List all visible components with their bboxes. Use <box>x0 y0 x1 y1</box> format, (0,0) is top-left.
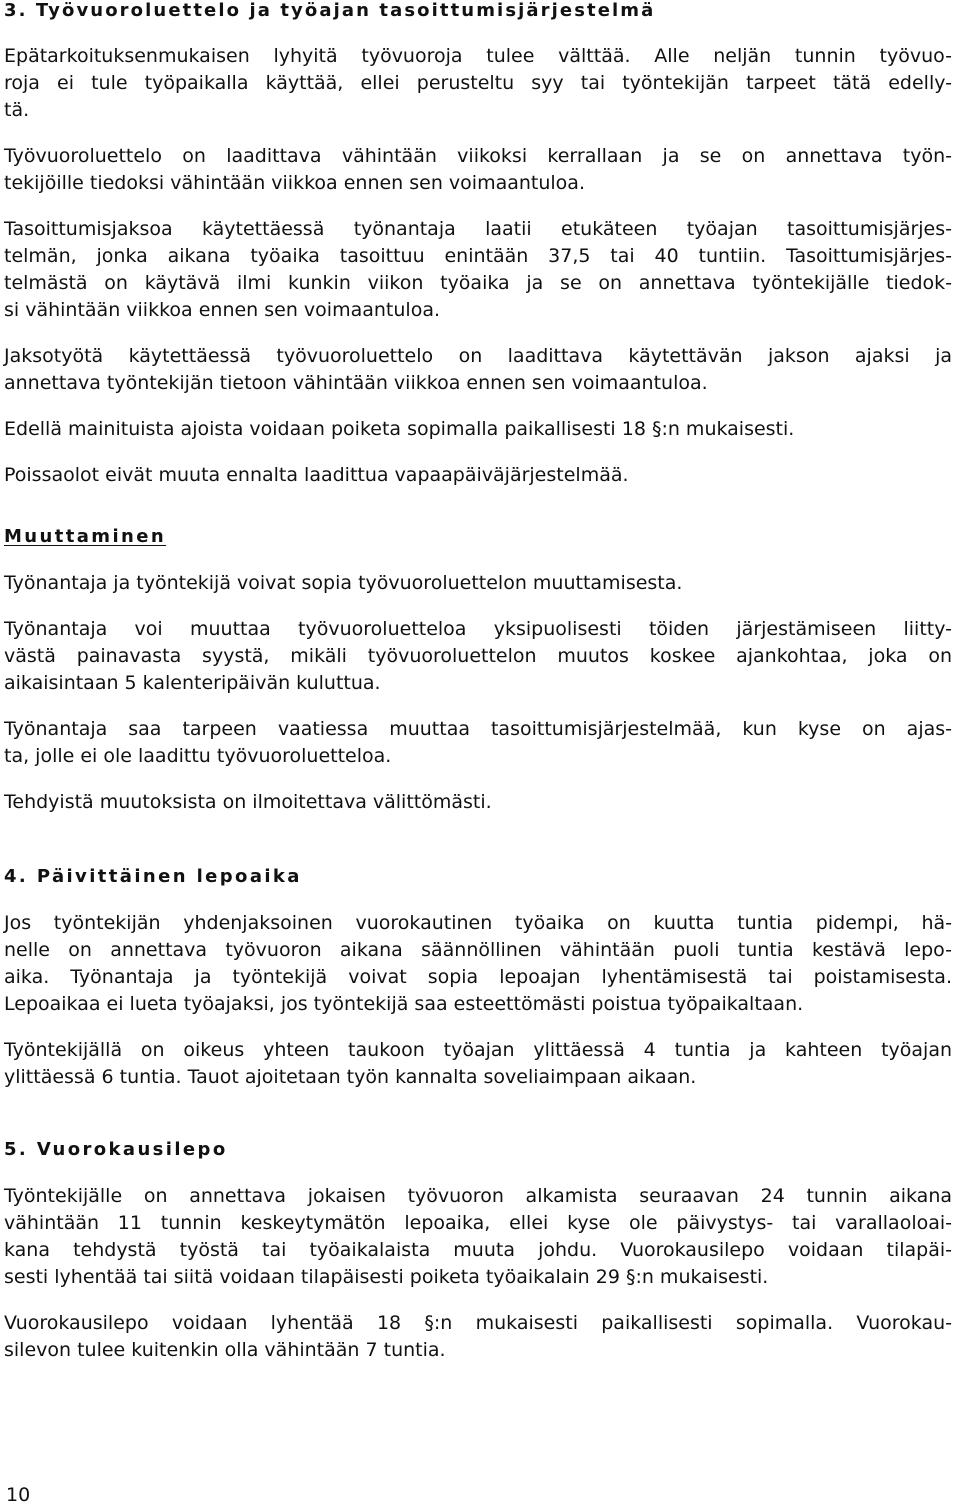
s5-p2-line-1: Vuorokausilepo voidaan lyhentää 18 §:n mukaisesti paikallisesti sopimalla. Vuorokau- <box>4 1312 952 1334</box>
mu-p3-line-2: ta, jolle ei ole laadittu työvuoroluetteloa. <box>4 745 392 767</box>
muuttaminen-heading: Muuttaminen <box>4 526 167 547</box>
mu-p1-line-1: Työnantaja ja työntekijä voivat sopia työvuoroluettelon muuttamisesta. <box>4 572 683 594</box>
s3-p3-line-4: si vähintään viikkoa ennen sen voimaantuloa. <box>4 299 440 321</box>
section-5-heading: 5. Vuorokausilepo <box>4 1139 228 1160</box>
s4-p1-line-4: Lepoaikaa ei lueta työajaksi, jos työntekijä saa esteettömästi poistua työpaikaltaan. <box>4 993 804 1015</box>
s3-p3-line-2: telmän, jonka aikana työaika tasoittuu enintään 37,5 tai 40 tuntiin. Tasoittumisjärjes- <box>4 245 952 267</box>
s5-p1-line-3: kana tehdystä työstä tai työaikalaista muuta johdu. Vuorokausilepo voidaan tilapäi- <box>4 1239 952 1261</box>
page-number: 10 <box>6 1484 31 1506</box>
s4-p2-line-1: Työntekijällä on oikeus yhteen taukoon työajan ylittäessä 4 tuntia ja kahteen työajan <box>4 1039 952 1061</box>
s3-p4-line-2: annettava työntekijän tietoon vähintään viikkoa ennen sen voimaantuloa. <box>4 372 708 394</box>
s3-p5-line-1: Edellä mainituista ajoista voidaan poiketa sopimalla paikallisesti 18 §:n mukaisesti. <box>4 418 795 440</box>
s3-p2-line-1: Työvuoroluettelo on laadittava vähintään viikoksi kerrallaan ja se on annettava työn- <box>4 145 952 167</box>
s3-p6-line-1: Poissaolot eivät muuta ennalta laadittua vapaapäiväjärjestelmää. <box>4 464 629 486</box>
mu-p4-line-1: Tehdyistä muutoksista on ilmoitettava välittömästi. <box>4 791 492 813</box>
s3-p1-line-3: tä. <box>4 99 30 121</box>
s3-p3-line-3: telmästä on käytävä ilmi kunkin viikon työaika ja se on annettava työntekijälle tiedok- <box>4 272 952 294</box>
s3-p4-line-1: Jaksotyötä käytettäessä työvuoroluettelo on laadittava käytettävän jakson ajaksi ja <box>4 345 952 367</box>
mu-p2-line-3: aikaisintaan 5 kalenteripäivän kuluttua. <box>4 672 381 694</box>
s5-p1-line-1: Työntekijälle on annettava jokaisen työvuoron alkamista seuraavan 24 tunnin aikana <box>4 1185 952 1207</box>
s4-p2-line-2: ylittäessä 6 tuntia. Tauot ajoitetaan työn kannalta soveliaimpaan aikaan. <box>4 1066 697 1088</box>
s5-p1-line-4: sesti lyhentää tai siitä voidaan tilapäisesti poiketa työaikalain 29 §:n mukaisesti. <box>4 1266 769 1288</box>
section-3-heading: 3. Työvuoroluettelo ja työajan tasoittumisjärjestelmä <box>4 0 656 21</box>
s4-p1-line-2: nelle on annettava työvuoron aikana säännöllinen vähintään puoli tuntia kestävä lepo- <box>4 939 952 961</box>
mu-p2-line-1: Työnantaja voi muuttaa työvuoroluetteloa yksipuolisesti töiden järjestämiseen liitty- <box>4 618 952 640</box>
s3-p1-line-1: Epätarkoituksenmukaisen lyhyitä työvuoroja tulee välttää. Alle neljän tunnin työvuo- <box>4 45 952 67</box>
mu-p2-line-2: västä painavasta syystä, mikäli työvuoroluettelon muutos koskee ajankohtaa, joka on <box>4 645 952 667</box>
s3-p1-line-2: roja ei tule työpaikalla käyttää, ellei perusteltu syy tai työntekijän tarpeet tätä edelly- <box>4 72 952 94</box>
section-4-heading: 4. Päivittäinen lepoaika <box>4 866 302 887</box>
s3-p2-line-2: tekijöille tiedoksi vähintään viikkoa ennen sen voimaantuloa. <box>4 172 585 194</box>
s4-p1-line-1: Jos työntekijän yhdenjaksoinen vuorokautinen työaika on kuutta tuntia pidempi, hä- <box>4 912 952 934</box>
mu-p3-line-1: Työnantaja saa tarpeen vaatiessa muuttaa tasoittumisjärjestelmää, kun kyse on ajas- <box>4 718 952 740</box>
s5-p2-line-2: silevon tulee kuitenkin olla vähintään 7 tuntia. <box>4 1339 446 1361</box>
s5-p1-line-2: vähintään 11 tunnin keskeytymätön lepoaika, ellei kyse ole päivystys- tai varallaoloai- <box>4 1212 952 1234</box>
s3-p3-line-1: Tasoittumisjaksoa käytettäessä työnantaja laatii etukäteen työajan tasoittumisjärjes- <box>4 218 952 240</box>
s4-p1-line-3: aika. Työnantaja ja työntekijä voivat sopia lepoajan lyhentämisestä tai poistamisesta. <box>4 966 952 988</box>
